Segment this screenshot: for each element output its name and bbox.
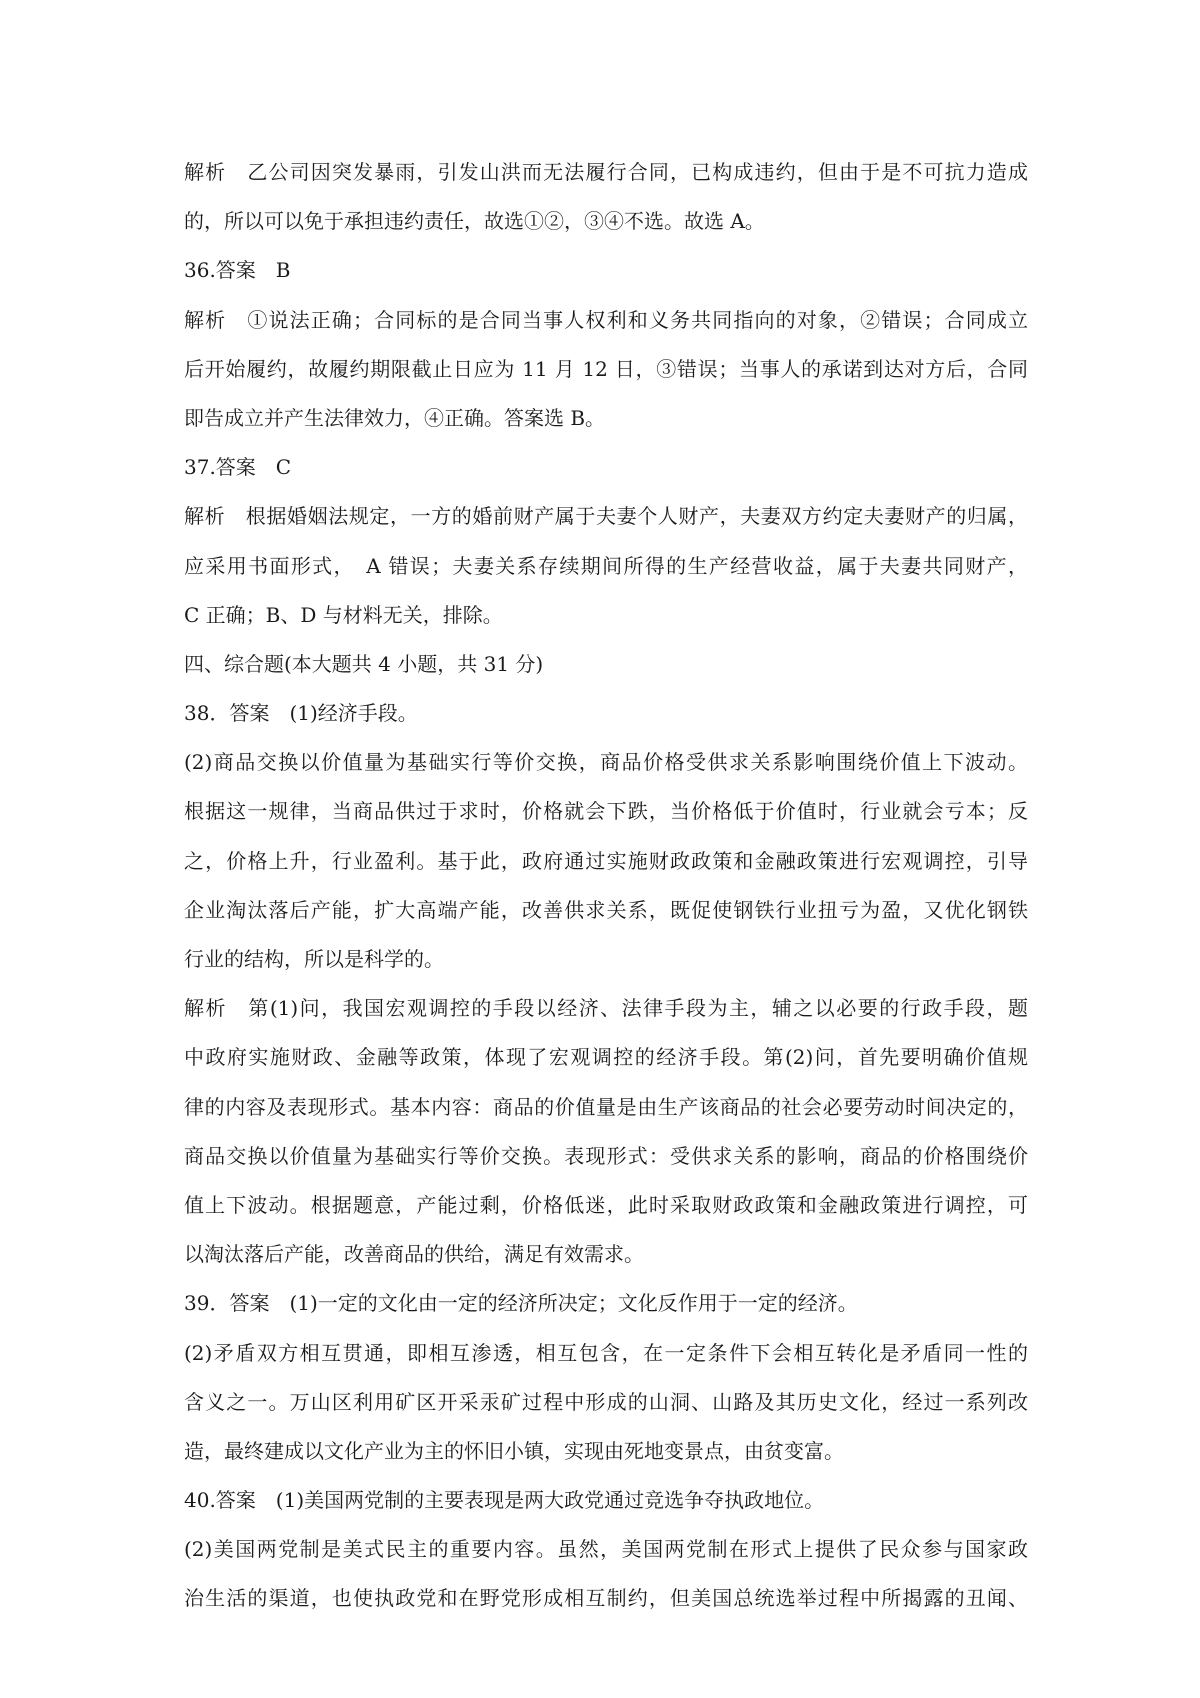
text-line: 39．答案 (1)一定的文化由一定的经济所决定；文化反作用于一定的经济。 [184, 1291, 858, 1316]
text-line: 37.答案 C [184, 455, 292, 480]
text-line: 四、综合题(本大题共 4 小题，共 31 分) [184, 651, 544, 676]
text-line: 后开始履约，故履约期限截止日应为 11 月 12 日，③错误；当事人的承诺到达对方后，合同 [184, 356, 1028, 381]
text-line: 解析 第(1)问，我国宏观调控的手段以经济、法律手段为主，辅之以必要的行政手段，题 [184, 996, 1028, 1021]
text-line: (2)美国两党制是美式民主的重要内容。虽然，美国两党制在形式上提供了民众参与国家政 [184, 1537, 1028, 1562]
text-line: 解析 乙公司因突发暴雨，引发山洪而无法履行合同，已构成违约，但由于是不可抗力造成 [184, 160, 1028, 184]
text-line: 40.答案 (1)美国两党制的主要表现是两大政党通过竞选争夺执政地位。 [184, 1488, 825, 1513]
text-line: (2)矛盾双方相互贯通，即相互渗透，相互包含，在一定条件下会相互转化是矛盾同一性的 [184, 1340, 1028, 1365]
text-line: 应采用书面形式， A 错误；夫妻关系存续期间所得的生产经营收益，属于夫妻共同财产， [184, 553, 1028, 578]
text-line: 含义之一。万山区利用矿区开采汞矿过程中形成的山洞、山路及其历史文化，经过一系列改 [184, 1389, 1028, 1414]
text-line: 治生活的渠道，也使执政党和在野党形成相互制约，但美国总统选举过程中所揭露的丑闻、 [184, 1586, 1028, 1611]
text-line: 值上下波动。根据题意，产能过剩，价格低迷，此时采取财政政策和金融政策进行调控，可 [184, 1192, 1028, 1217]
text-line: 根据这一规律，当商品供过于求时，价格就会下跌，当价格低于价值时，行业就会亏本；反 [184, 799, 1028, 824]
text-line: 商品交换以价值量为基础实行等价交换。表现形式：受供求关系的影响，商品的价格围绕价 [184, 1143, 1028, 1168]
text-line: 以淘汰落后产能，改善商品的供给，满足有效需求。 [184, 1242, 644, 1267]
text-line: 解析 根据婚姻法规定，一方的婚前财产属于夫妻个人财产，夫妻双方约定夫妻财产的归属， [184, 504, 1028, 529]
answer-text-body [184, 148, 1028, 1624]
text-line: C 正确；B、D 与材料无关，排除。 [184, 602, 503, 627]
text-line: 的，所以可以免于承担违约责任，故选①②，③④不选。故选 A。 [184, 209, 765, 234]
text-line: 36.答案 B [184, 258, 291, 283]
text-line: 38．答案 (1)经济手段。 [184, 701, 418, 726]
text-line: 之，价格上升，行业盈利。基于此，政府通过实施财政政策和金融政策进行宏观调控，引导 [184, 848, 1028, 873]
text-line: 中政府实施财政、金融等政策，体现了宏观调控的经济手段。第(2)问，首先要明确价值规 [184, 1045, 1028, 1070]
text-line: 律的内容及表现形式。基本内容：商品的价值量是由生产该商品的社会必要劳动时间决定的， [184, 1094, 1028, 1119]
text-line: 行业的结构，所以是科学的。 [184, 947, 444, 971]
text-line: 即告成立并产生法律效力，④正确。答案选 B。 [184, 405, 606, 430]
text-line: (2)商品交换以价值量为基础实行等价交换，商品价格受供求关系影响围绕价值上下波动。 [184, 750, 1028, 775]
text-line: 企业淘汰落后产能，扩大高端产能，改善供求关系，既促使钢铁行业扭亏为盈，又优化钢铁 [184, 897, 1028, 922]
text-line: 造，最终建成以文化产业为主的怀旧小镇，实现由死地变景点，由贫变富。 [184, 1438, 844, 1463]
text-line: 解析 ①说法正确；合同标的是合同当事人权利和义务共同指向的对象，②错误；合同成立 [184, 307, 1028, 332]
